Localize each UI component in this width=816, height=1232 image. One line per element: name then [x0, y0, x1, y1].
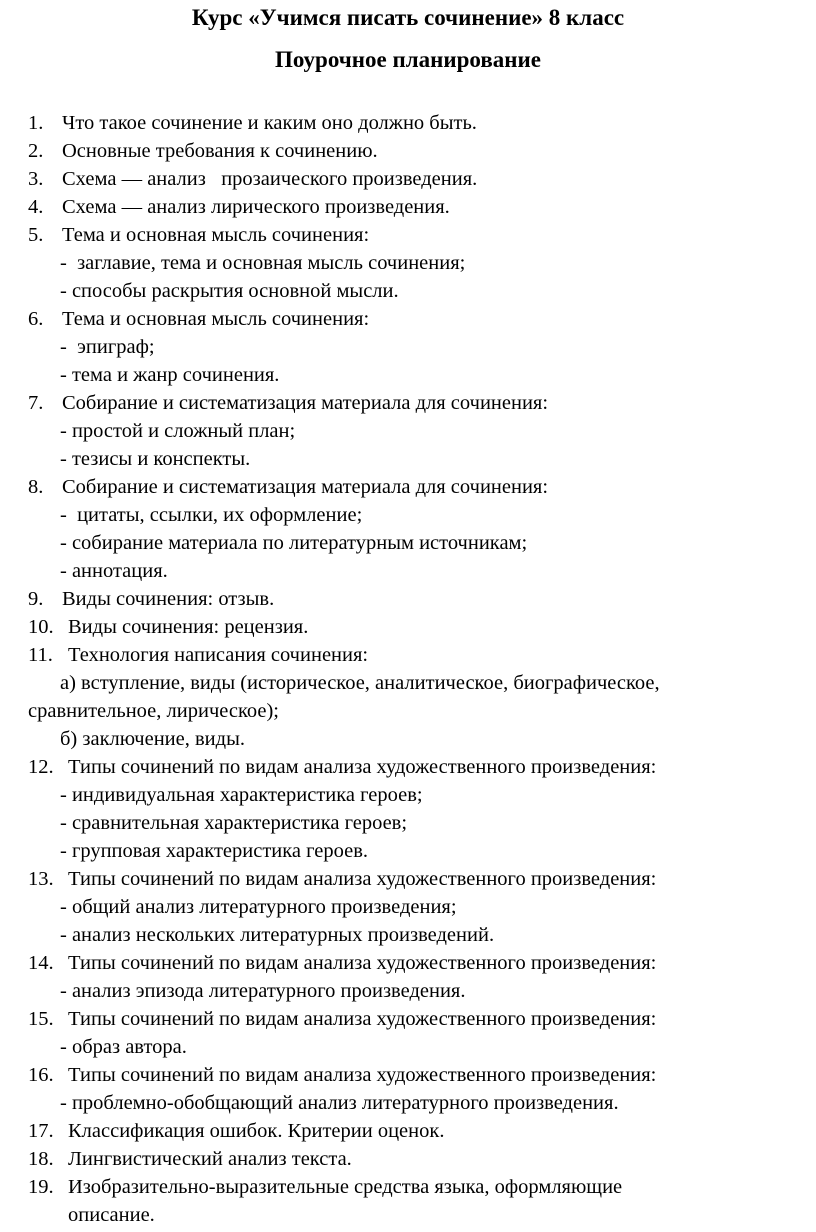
- item-text: Что такое сочинение и каким оно должно быть.: [62, 112, 477, 134]
- item-number: 15.: [28, 1008, 54, 1030]
- list-item: [0, 641, 816, 669]
- item-text: Классификация ошибок. Критерии оценок.: [68, 1120, 445, 1142]
- sub-item-continuation: описание.: [68, 1204, 155, 1226]
- list-item: [0, 753, 816, 781]
- item-text: Технология написания сочинения:: [68, 644, 369, 666]
- item-number: 17.: [28, 1120, 54, 1142]
- item-number: 18.: [28, 1148, 54, 1170]
- item-number: 1.: [28, 112, 44, 134]
- list-item: [0, 865, 816, 893]
- list-item: [0, 585, 816, 613]
- item-text: Основные требования к сочинению.: [62, 140, 378, 162]
- item-text: Собирание и систематизация материала для сочинения:: [62, 476, 549, 498]
- sub-item: - индивидуальная характеристика героев;: [60, 784, 423, 806]
- sub-item: - аннотация.: [60, 560, 168, 582]
- list-item: [0, 389, 816, 417]
- sub-item: - эпиграф;: [60, 336, 155, 358]
- item-number: 3.: [28, 168, 44, 190]
- item-number: 9.: [28, 588, 44, 610]
- sub-item: а) вступление, виды (историческое, аналитическое, биографическое,: [60, 672, 660, 694]
- list-item: [0, 1173, 816, 1201]
- item-text: Схема — анализ лирического произведения.: [62, 196, 450, 218]
- sub-item: - анализ эпизода литературного произведения.: [60, 980, 466, 1002]
- list-item: [0, 1005, 816, 1033]
- plan-title: Поурочное планирование: [275, 47, 541, 72]
- list-item: [0, 165, 816, 193]
- item-text: Схема — анализ прозаического произведения.: [62, 168, 478, 190]
- item-number: 14.: [28, 952, 54, 974]
- sub-item: - общий анализ литературного произведения;: [60, 896, 457, 918]
- item-number: 16.: [28, 1064, 54, 1086]
- list-item: [0, 193, 816, 221]
- sub-item: - заглавие, тема и основная мысль сочинения;: [60, 252, 466, 274]
- item-number: 8.: [28, 476, 44, 498]
- sub-item: - групповая характеристика героев.: [60, 840, 369, 862]
- item-number: 7.: [28, 392, 44, 414]
- sub-item: - проблемно-обобщающий анализ литературного произведения.: [60, 1092, 619, 1114]
- item-text: Типы сочинений по видам анализа художественного произведения:: [68, 1064, 657, 1086]
- item-number: 6.: [28, 308, 44, 330]
- sub-item: б) заключение, виды.: [60, 728, 245, 750]
- sub-item: - простой и сложный план;: [60, 420, 296, 442]
- sub-item: - собирание материала по литературным источникам;: [60, 532, 528, 554]
- item-text: Типы сочинений по видам анализа художественного произведения:: [68, 868, 657, 890]
- item-text: Лингвистический анализ текста.: [68, 1148, 352, 1170]
- list-item: [0, 1145, 816, 1173]
- item-text: Тема и основная мысль сочинения:: [62, 224, 370, 246]
- item-text: Изобразительно-выразительные средства языка, оформляющие: [68, 1176, 623, 1198]
- list-item: [0, 1061, 816, 1089]
- list-item: [0, 1117, 816, 1145]
- sub-item: - способы раскрытия основной мысли.: [60, 280, 399, 302]
- course-title: Курс «Учимся писать сочинение» 8 класс: [191, 5, 625, 30]
- item-number: 5.: [28, 224, 44, 246]
- item-text: Типы сочинений по видам анализа художественного произведения:: [68, 756, 657, 778]
- item-number: 12.: [28, 756, 54, 778]
- item-number: 19.: [28, 1176, 54, 1198]
- list-item: [0, 137, 816, 165]
- sub-item: - цитаты, ссылки, их оформление;: [60, 504, 363, 526]
- item-number: 4.: [28, 196, 44, 218]
- item-text: Собирание и систематизация материала для сочинения:: [62, 392, 549, 414]
- list-item: [0, 109, 816, 137]
- item-number: 10.: [28, 616, 54, 638]
- sub-item: - тема и жанр сочинения.: [60, 364, 280, 386]
- sub-item-continuation: сравнительное, лирическое);: [28, 700, 280, 722]
- item-text: Виды сочинения: рецензия.: [68, 616, 309, 638]
- list-item: [0, 221, 816, 249]
- list-item: [0, 949, 816, 977]
- item-number: 11.: [28, 644, 53, 666]
- list-item: [0, 613, 816, 641]
- sub-item: - тезисы и конспекты.: [60, 448, 251, 470]
- item-text: Тема и основная мысль сочинения:: [62, 308, 370, 330]
- sub-item: - анализ нескольких литературных произведений.: [60, 924, 495, 946]
- item-text: Типы сочинений по видам анализа художественного произведения:: [68, 1008, 657, 1030]
- item-number: 2.: [28, 140, 44, 162]
- list-item: [0, 305, 816, 333]
- item-number: 13.: [28, 868, 54, 890]
- sub-item: - образ автора.: [60, 1036, 187, 1058]
- list-item: [0, 473, 816, 501]
- item-text: Типы сочинений по видам анализа художественного произведения:: [68, 952, 657, 974]
- item-text: Виды сочинения: отзыв.: [62, 588, 275, 610]
- sub-item: - сравнительная характеристика героев;: [60, 812, 408, 834]
- lesson-list: [0, 109, 816, 1229]
